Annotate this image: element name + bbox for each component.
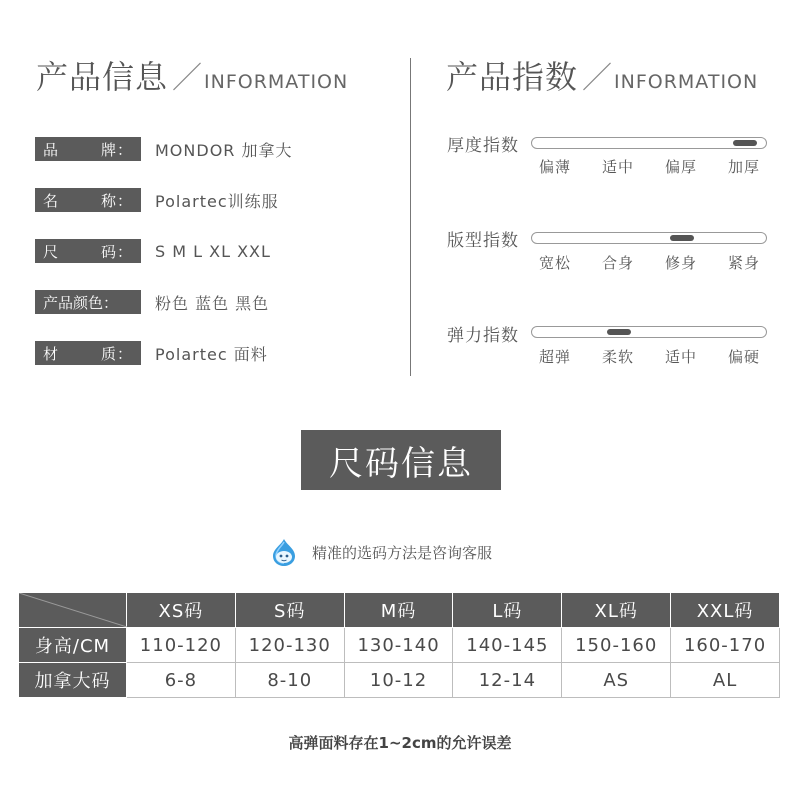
scale-label: 适中	[601, 158, 634, 176]
label-part: 尺	[43, 242, 60, 261]
size-info-banner: 尺码信息	[301, 430, 501, 490]
info-value: MONDOR 加拿大	[155, 140, 293, 160]
info-label	[35, 239, 141, 263]
label-part: 品	[43, 140, 60, 159]
fit-index-track	[531, 232, 767, 244]
row-header: 加拿大码	[19, 663, 127, 698]
table-cell: 120-130	[235, 628, 344, 663]
column-header: M码	[344, 593, 453, 628]
thickness-index-track	[531, 137, 767, 149]
thickness-index-label: 厚度指数	[447, 136, 519, 156]
column-header: XL码	[562, 593, 671, 628]
label-part: 材	[43, 344, 60, 363]
table-cell: 150-160	[562, 628, 671, 663]
elasticity-index-marker	[607, 329, 631, 335]
info-row-brand	[35, 137, 293, 161]
product-info-header	[36, 52, 348, 102]
thickness-index-marker	[733, 140, 757, 146]
info-label	[35, 137, 141, 161]
size-tip	[268, 536, 492, 568]
diagonal-line	[19, 593, 127, 627]
row-header: 身高/CM	[19, 628, 127, 663]
table-cell: 160-170	[671, 628, 780, 663]
vertical-divider	[410, 58, 411, 376]
size-table	[18, 592, 780, 698]
table-cell: 110-120	[127, 628, 236, 663]
label-part: 牌：	[100, 140, 133, 159]
table-cell: AL	[671, 663, 780, 698]
label-part: 产品颜色：	[43, 293, 119, 312]
table-cell: AS	[562, 663, 671, 698]
column-header: XS码	[127, 593, 236, 628]
product-index-header	[446, 52, 758, 102]
scale-label: 修身	[664, 254, 697, 272]
info-value: S M L XL XXL	[155, 241, 271, 261]
scale-label: 紧身	[727, 254, 760, 272]
info-value: Polartec训练服	[155, 191, 279, 211]
product-index-subtitle: INFORMATION	[614, 71, 759, 93]
info-value: Polartec 面料	[155, 344, 268, 364]
scale-label: 适中	[664, 348, 697, 366]
table-corner-cell	[19, 593, 127, 628]
column-header: XXL码	[671, 593, 780, 628]
label-part: 名	[43, 191, 60, 210]
table-cell: 140-145	[453, 628, 562, 663]
label-part: 码：	[100, 242, 133, 261]
label-part: 质：	[100, 344, 133, 363]
fit-index-marker	[670, 235, 694, 241]
scale-label: 偏厚	[664, 158, 697, 176]
info-label	[35, 290, 141, 314]
scale-label: 宽松	[538, 254, 571, 272]
tolerance-footnote: 高弹面料存在1~2cm的允许误差	[288, 734, 512, 752]
table-cell: 6-8	[127, 663, 236, 698]
scale-label: 加厚	[727, 158, 760, 176]
info-row-name	[35, 188, 279, 212]
scale-label: 合身	[601, 254, 634, 272]
table-row	[19, 663, 780, 698]
title-slash: ／	[172, 61, 203, 96]
scale-label: 偏硬	[727, 348, 760, 366]
water-drop-mascot-icon	[268, 536, 300, 568]
table-cell: 10-12	[344, 663, 453, 698]
label-part: 称：	[100, 191, 133, 210]
product-index-title: 产品指数	[446, 58, 579, 96]
scale-label: 偏薄	[538, 158, 571, 176]
scale-label: 超弹	[538, 348, 571, 366]
title-slash: ／	[582, 61, 613, 96]
table-cell: 130-140	[344, 628, 453, 663]
table-cell: 12-14	[453, 663, 562, 698]
column-header: S码	[235, 593, 344, 628]
info-label	[35, 188, 141, 212]
table-cell: 8-10	[235, 663, 344, 698]
product-info-subtitle: INFORMATION	[204, 71, 349, 93]
tip-text: 精准的选码方法是咨询客服	[312, 543, 493, 562]
scale-label: 柔软	[601, 348, 634, 366]
info-value: 粉色 蓝色 黑色	[155, 293, 270, 313]
elasticity-index-label: 弹力指数	[447, 326, 519, 346]
fit-index-label: 版型指数	[447, 231, 519, 251]
table-header-row	[19, 593, 780, 628]
elasticity-index-track	[531, 326, 767, 338]
info-label	[35, 341, 141, 365]
info-row-color	[35, 290, 269, 314]
table-row	[19, 628, 780, 663]
product-info-title: 产品信息	[36, 58, 169, 96]
column-header: L码	[453, 593, 562, 628]
info-row-material	[35, 341, 268, 365]
info-row-size	[35, 239, 271, 263]
